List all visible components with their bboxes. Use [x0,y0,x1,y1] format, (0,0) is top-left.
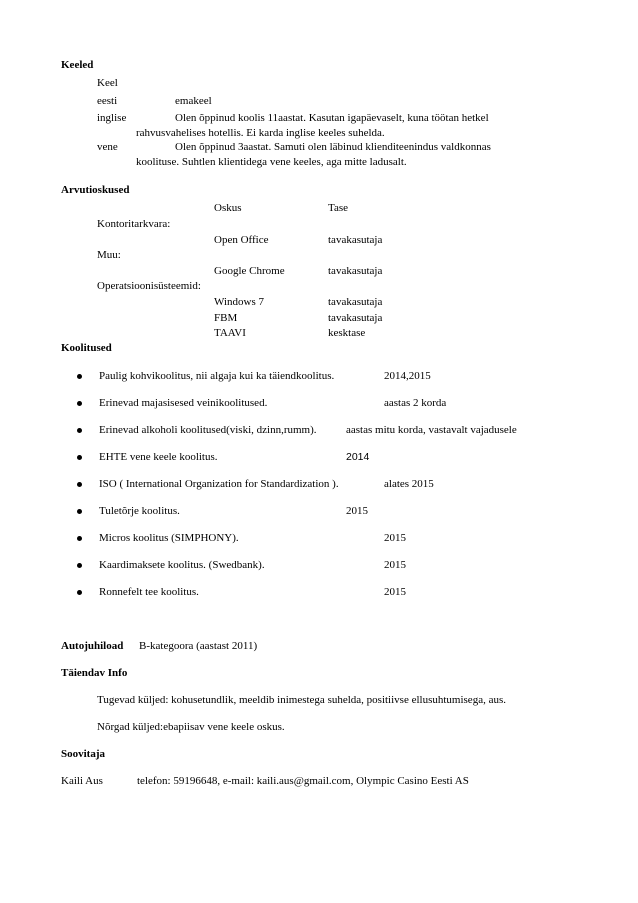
skill-item: Windows 7 [214,296,264,308]
lang-eesti: eesti [97,95,118,107]
training-name: Erinevad majasisesed veinikoolitused. [99,397,268,409]
bullet-icon [77,455,82,460]
training-when: 2015 [384,532,406,544]
keel-col-header: Keel [97,77,118,89]
bullet-icon [77,482,82,487]
skill-group-os: Operatsioonisüsteemid: [97,280,201,292]
lang-inglise-desc-cont: rahvusvahelises hotellis. Ei karda inglise keeles suhelda. [136,127,385,139]
lang-inglise-desc: Olen õppinud koolis 11aastat. Kasutan igapäevaselt, kuna töötan hetkel [175,112,489,124]
skill-group-office: Kontoritarkvara: [97,218,171,230]
lang-vene: vene [97,141,118,153]
autojuhiload-value: B-kategoora (aastast 2011) [139,640,258,652]
weaknesses-text: Nõrgad küljed:ebapiisav vene keele oskus. [97,721,285,733]
skill-item: Google Chrome [214,265,285,277]
skill-level: tavakasutaja [328,296,383,308]
bullet-icon [77,509,82,514]
training-name: Erinevad alkoholi koolitused(viski, dzinn,rumm). [99,424,317,436]
training-when: 2014,2015 [384,370,431,382]
training-when: 2015 [384,586,406,598]
koolitused-heading: Koolitused [61,342,112,354]
bullet-icon [77,590,82,595]
skill-col-header: Oskus [214,202,242,214]
skill-group-other: Muu: [97,249,121,261]
arvuti-heading: Arvutioskused [61,184,130,196]
lang-vene-desc-cont: koolituse. Suhtlen klientidega vene keeles, aga mitte ladusalt. [136,156,407,168]
lang-eesti-desc: emakeel [175,95,212,107]
training-name: Kaardimaksete koolitus. (Swedbank). [99,559,265,571]
autojuhiload-label: Autojuhiload [61,640,124,652]
training-name: EHTE vene keele koolitus. [99,451,218,463]
skill-item: Open Office [214,234,269,246]
level-col-header: Tase [328,202,348,214]
skill-level: tavakasutaja [328,265,383,277]
training-when: 2015 [346,505,368,517]
bullet-icon [77,536,82,541]
strengths-text: Tugevad küljed: kohusetundlik, meeldib inimestega suhelda, positiivse ellusuhtumisega, aus. [97,694,506,706]
referee-contact: telefon: 59196648, e-mail: kaili.aus@gmail.com, Olympic Casino Eesti AS [137,775,469,787]
taiendav-heading: Täiendav Info [61,667,128,679]
training-name: Tuletõrje koolitus. [99,505,180,517]
bullet-icon [77,563,82,568]
skill-item: FBM [214,312,238,324]
lang-inglise: inglise [97,112,127,124]
skill-level: tavakasutaja [328,312,383,324]
keeled-heading: Keeled [61,59,94,71]
training-name: ISO ( International Organization for Standardization ). [99,478,339,490]
skill-item: TAAVI [214,327,246,339]
training-when: 2014 [346,451,370,463]
training-name: Micros koolitus (SIMPHONY). [99,532,239,544]
training-when: aastas 2 korda [384,397,447,409]
bullet-icon [77,401,82,406]
bullet-icon [77,374,82,379]
referee-name: Kaili Aus [61,775,103,787]
training-name: Paulig kohvikoolitus, nii algaja kui ka täiendkoolitus. [99,370,335,382]
training-when: 2015 [384,559,406,571]
skill-level: tavakasutaja [328,234,383,246]
training-when: alates 2015 [384,478,434,490]
lang-vene-desc: Olen õppinud 3aastat. Samuti olen läbinud klienditeenindus valdkonnas [175,141,491,153]
training-when: aastas mitu korda, vastavalt vajadusele [346,424,517,436]
training-name: Ronnefelt tee koolitus. [99,586,199,598]
bullet-icon [77,428,82,433]
skill-level: kesktase [328,327,366,339]
soovitaja-heading: Soovitaja [61,748,105,760]
